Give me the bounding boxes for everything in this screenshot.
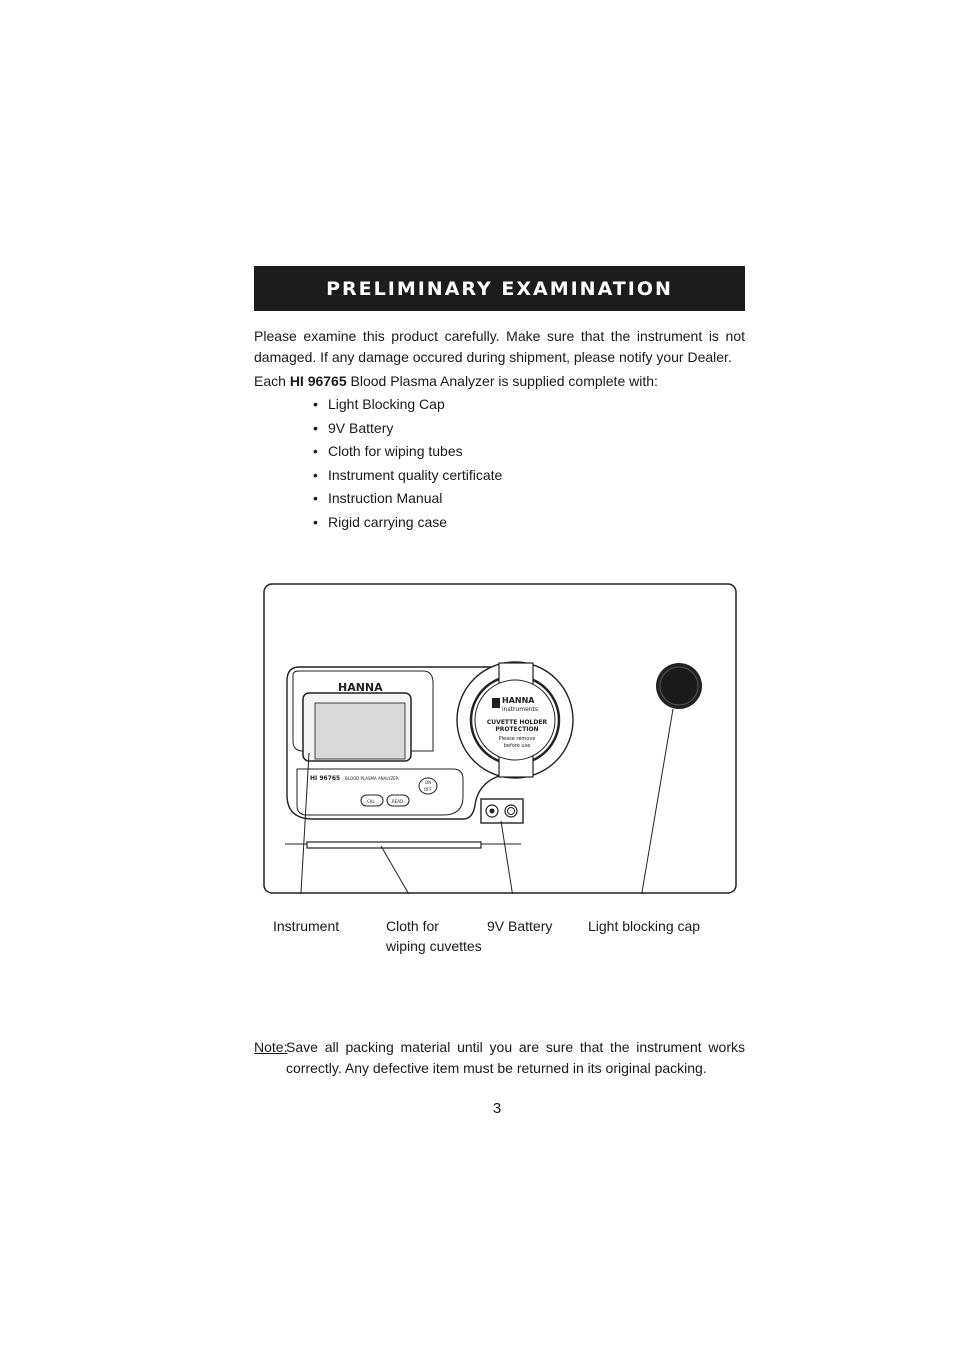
supplied-suffix: Blood Plasma Analyzer is supplied complete with: (350, 373, 658, 389)
cuvette-label-line3: Please remove (498, 736, 536, 742)
callout-battery: 9V Battery (487, 918, 553, 934)
cuvette-label-line4: before use (503, 743, 531, 749)
cal-label: CAL (367, 799, 375, 804)
model-number: HI 96765 (289, 373, 347, 389)
cuvette-brand: HANNA (502, 696, 535, 705)
off-label: OFF (424, 787, 432, 792)
light-blocking-cap-drawing (656, 663, 702, 709)
list-item: • Rigid carrying case (313, 512, 502, 536)
read-label: READ (392, 799, 404, 804)
analyzer-label: BLOOD PLASMA ANALYZER (345, 776, 399, 781)
list-item: • Light Blocking Cap (313, 394, 502, 418)
cuvette-label-line2: PROTECTION (495, 726, 539, 733)
supplied-prefix: Each (254, 373, 286, 389)
page-number: 3 (492, 1100, 502, 1117)
note-block (254, 1037, 745, 1079)
kit-illustration (263, 583, 737, 894)
list-item: • Instruction Manual (313, 488, 502, 512)
supplied-line (254, 371, 745, 392)
list-item: • 9V Battery (313, 418, 502, 442)
battery-drawing (481, 799, 523, 823)
model-label: HI 96765 (310, 775, 341, 782)
intro-paragraph: Please examine this product carefully. Make sure that the instrument is not damaged. If any damage occured during shipment, please notify your Dealer. (254, 328, 745, 365)
brand-logo: HANNA (338, 681, 383, 694)
section-title: PRELIMINARY EXAMINATION (254, 266, 745, 311)
note-label: Note: (254, 1039, 288, 1055)
cuvette-label-line1: CUVETTE HOLDER (486, 719, 548, 726)
callout-cap: Light blocking cap (588, 918, 701, 934)
lcd-display (315, 703, 405, 759)
cuvette-brand-sub: instruments (502, 706, 539, 713)
callout-cloth (386, 916, 482, 956)
on-label: ON (425, 780, 432, 785)
callout-cloth-line2: wiping cuvettes (386, 938, 482, 954)
callout-instrument: Instrument (273, 918, 340, 934)
callout-cloth-line1: Cloth for (386, 918, 439, 934)
note-text: Save all packing material until you are sure that the instrument works correctly. Any defective item must be returned in its original packing. (286, 1039, 745, 1076)
supplied-items-list (313, 394, 502, 535)
list-item: • Cloth for wiping tubes (313, 441, 502, 465)
list-item: • Instrument quality certificate (313, 465, 502, 489)
